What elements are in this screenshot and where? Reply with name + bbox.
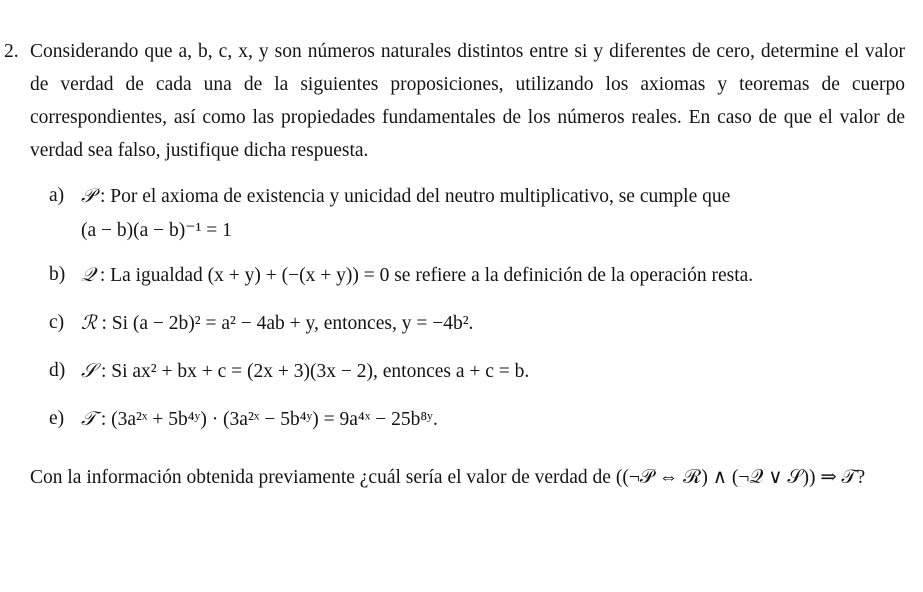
proposition-symbol: ℛ (81, 311, 97, 334)
problem-number: 2. (4, 41, 19, 62)
proposition-d (0, 354, 905, 389)
item-label: b) (49, 264, 66, 285)
item-label: d) (49, 360, 66, 381)
proposition-text: : Si (a − 2b)² = a² − 4ab + y, entonces, y = −4b². (101, 313, 474, 334)
proposition-text: : (3a²ˣ + 5b⁴ʸ) · (3a²ˣ − 5b⁴ʸ) = 9a⁴ˣ − 25b⁸ʸ. (100, 409, 438, 430)
proposition-b (0, 258, 905, 293)
proposition-symbol: 𝒯 (81, 407, 96, 430)
proposition-text: : Si ax² + bx + c = (2x + 3)(3x − 2), entonces a + c = b. (100, 361, 530, 382)
problem-statement (0, 35, 905, 167)
problem-intro-text: Considerando que a, b, c, x, y son números naturales distintos entre si y diferentes de cero, determine el valor de verdad de cada una de la siguientes proposiciones, utilizando los axiomas y teoremas de cuerpo correspondientes, así como las propiedades fundamentales de los números reales. En caso de que el valor de verdad sea falso, justifique dicha respuesta. (30, 41, 905, 161)
item-label: a) (49, 185, 65, 206)
item-label: e) (49, 408, 65, 429)
item-label: c) (49, 312, 65, 333)
proposition-list (0, 179, 905, 437)
proposition-symbol: 𝒫 (81, 184, 96, 207)
proposition-symbol: 𝒬 (81, 263, 96, 286)
proposition-text: : La igualdad (x + y) + (−(x + y)) = 0 se refiere a la definición de la operación resta. (99, 265, 754, 286)
proposition-text: : Por el axioma de existencia y unicidad del neutro multiplicativo, se cumple que (99, 186, 731, 207)
proposition-formula: (a − b)(a − b)⁻¹ = 1 (81, 220, 232, 241)
closing-question: Con la información obtenida previamente ¿cuál sería el valor de verdad de ((¬𝒫 ⇔ ℛ) ∧ (¬𝒬 ∨ 𝒮)) ⇒ 𝒯? (30, 467, 866, 488)
proposition-a (0, 179, 905, 248)
proposition-c (0, 306, 905, 341)
problem-2 (0, 35, 905, 495)
proposition-symbol: 𝒮 (81, 359, 97, 382)
proposition-e (0, 402, 905, 437)
